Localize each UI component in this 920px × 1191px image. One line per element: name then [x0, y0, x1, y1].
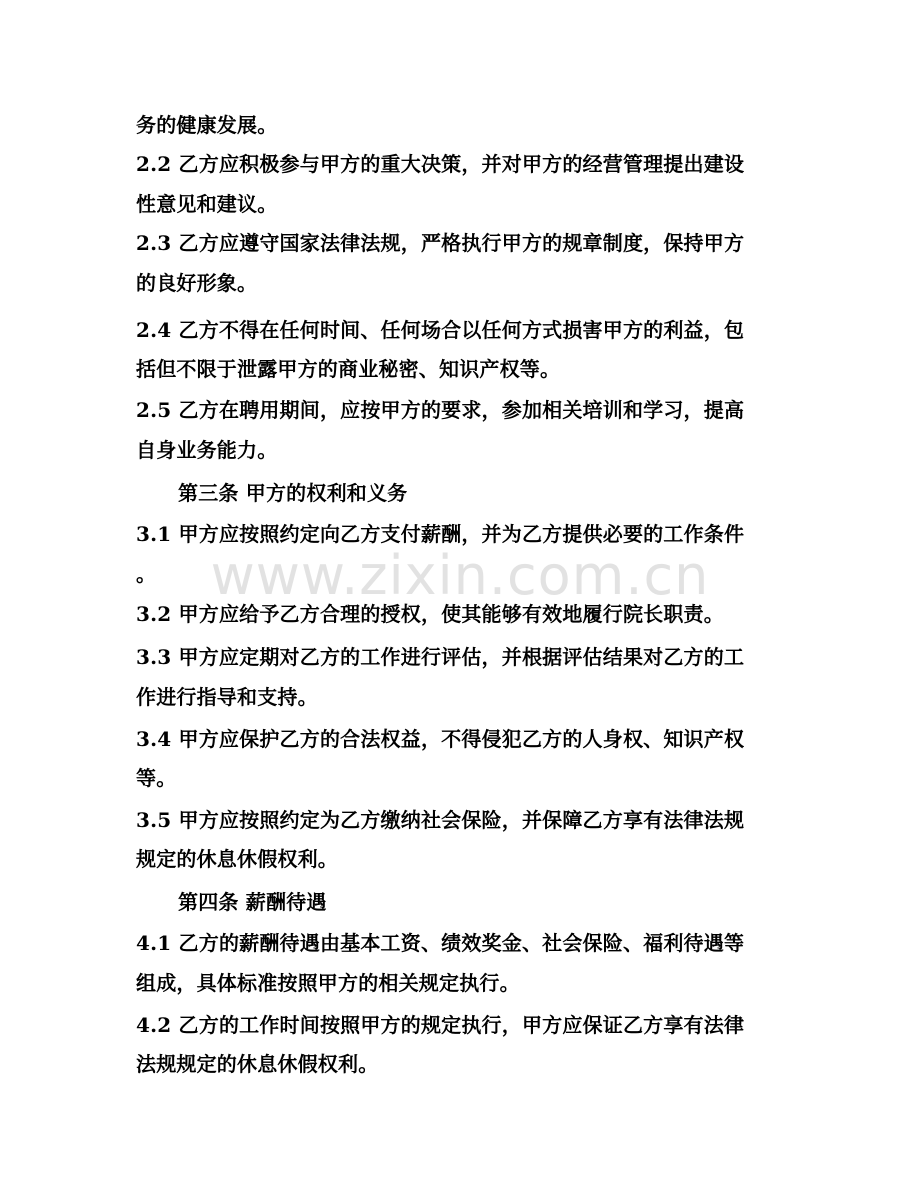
clause-3-2: 3.2 甲方应给予乙方合理的授权，使其能够有效地履行院长职责。	[136, 602, 724, 626]
text-line: 括但不限于泄露甲方的商业秘密、知识产权等。	[136, 357, 561, 381]
clause-3-5: 3.5 甲方应按照约定为乙方缴纳社会保险，并保障乙方享有法律法规	[136, 808, 745, 832]
clause-3-3: 3.3 甲方应定期对乙方的工作进行评估，并根据评估结果对乙方的工	[136, 645, 745, 669]
clause-4-1: 4.1 乙方的薪酬待遇由基本工资、绩效奖金、社会保险、福利待遇等	[136, 931, 745, 955]
text-line: 。	[136, 562, 157, 586]
clause-2-3: 2.3 乙方应遵守国家法律法规，严格执行甲方的规章制度，保持甲方	[136, 231, 745, 255]
text-line: 组成，具体标准按照甲方的相关规定执行。	[136, 971, 520, 995]
text-line: 等。	[136, 766, 177, 790]
section-heading-3: 第三条 甲方的权利和义务	[178, 481, 408, 505]
text-line: 作进行指导和支持。	[136, 685, 318, 709]
clause-3-1: 3.1 甲方应按照约定向乙方支付薪酬，并为乙方提供必要的工作条件	[136, 522, 745, 546]
watermark: www.zixin.com.cn	[210, 544, 710, 607]
clause-2-2: 2.2 乙方应积极参与甲方的重大决策，并对甲方的经营管理提出建设	[136, 152, 745, 176]
clause-4-2: 4.2 乙方的工作时间按照甲方的规定执行，甲方应保证乙方享有法律	[136, 1013, 745, 1037]
text-line: 法规规定的休息休假权利。	[136, 1052, 379, 1076]
clause-2-4: 2.4 乙方不得在任何时间、任何场合以任何方式损害甲方的利益，包	[136, 318, 745, 342]
text-line: 务的健康发展。	[136, 113, 278, 137]
clause-3-4: 3.4 甲方应保护乙方的合法权益，不得侵犯乙方的人身权、知识产权	[136, 727, 745, 751]
text-line: 的良好形象。	[136, 271, 258, 295]
text-line: 规定的休息休假权利。	[136, 847, 338, 871]
section-heading-4: 第四条 薪酬待遇	[178, 890, 327, 914]
text-line: 性意见和建议。	[136, 192, 278, 216]
text-line: 自身业务能力。	[136, 438, 278, 462]
clause-2-5: 2.5 乙方在聘用期间，应按甲方的要求，参加相关培训和学习，提高	[136, 398, 745, 422]
